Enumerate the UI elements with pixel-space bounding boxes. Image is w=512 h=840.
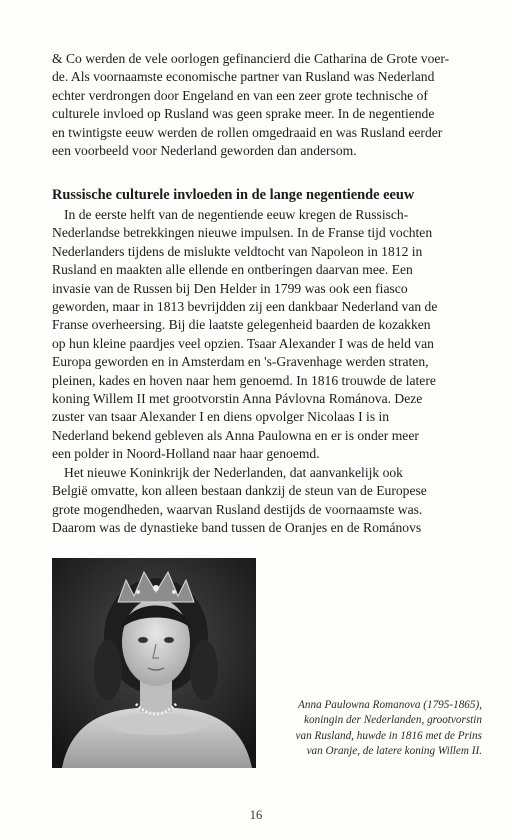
intro-paragraph [52, 50, 468, 160]
text-line: op hun kleine paardjes veel opzien. Tsaar Alexander I was de held van [52, 335, 434, 351]
text-line: koning Willem II met grootvorstin Anna Pávlovna Románova. Deze [52, 391, 423, 407]
text-line: grote mogendheden, waarvan Rusland destijds de voornaamste was. [52, 501, 423, 517]
portrait-image [52, 558, 256, 768]
portrait-caption [270, 698, 482, 760]
text-line: de. Als voornaamste economische partner van Rusland was Nederland [52, 69, 435, 85]
page-number: 16 [249, 808, 263, 822]
text-line: pleinen, kades en hoven naar hem genoemd. In 1816 trouwde de latere [52, 372, 436, 388]
text-line: invasie van de Russen bij Den Helder in 1799 was ook een fiasco [52, 280, 408, 296]
section-body [52, 206, 468, 537]
text-line: en twintigste eeuw werden de rollen omgedraaid en was Rusland eerder [52, 124, 443, 140]
text-line: & Co werden de vele oorlogen gefinancierd die Catharina de Grote voer- [52, 51, 450, 66]
text-line: een voorbeeld voor Nederland geworden dan andersom. [52, 143, 357, 159]
text-line: een polder in Noord-Holland naar haar genoemd. [52, 446, 320, 462]
text-line: geworden, maar in 1813 bevrijdden zij een dankbaar Nederland van de [52, 299, 438, 315]
text-line: Het nieuwe Koninkrijk der Nederlanden, dat aanvankelijk ook [64, 464, 403, 480]
portrait-drawing [52, 558, 256, 768]
caption-line: Anna Paulowna Romanova (1795-1865), [298, 699, 482, 711]
text-line: Nederlandse betrekkingen nieuwe impulsen. In de Franse tijd vochten [52, 225, 433, 241]
text-line: culturele invloed op Rusland was geen sprake meer. In de negentiende [52, 106, 435, 122]
text-line: In de eerste helft van de negentiende eeuw kregen de Russisch- [64, 207, 409, 222]
caption-line: van Oranje, de latere koning Willem II. [306, 745, 482, 758]
text-line: Rusland en maakten alle ellende en ontberingen daarvan mee. Een [52, 262, 413, 278]
section-heading: Russische culturele invloeden in de lange negentiende eeuw [52, 187, 415, 203]
caption-line: koningin der Nederlanden, grootvorstin [304, 714, 482, 727]
text-line: Nederlanders tijdens de mislukte veldtocht van Napoleon in 1812 in [52, 243, 423, 259]
text-line: Nederland bekend gebleven als Anna Paulowna en er is onder meer [52, 427, 419, 443]
text-line: Europa geworden en in Amsterdam en 's-Gravenhage werden straten, [52, 354, 429, 370]
text-line: Franse overheersing. Bij die laatste gelegenheid baarden de kozakken [52, 317, 431, 333]
text-line: Daarom was de dynastieke band tussen de Oranjes en de Románovs [52, 519, 422, 535]
caption-line: van Rusland, huwde in 1816 met de Prins [295, 729, 482, 742]
text-line: zuster van tsaar Alexander I en diens opvolger Nicolaas I is in [52, 409, 390, 425]
text-line: echter verdrongen door Engeland en van een zeer grote technische of [52, 87, 428, 103]
text-line: België omvatte, kon alleen bestaan dankzij de steun van de Europese [52, 483, 427, 499]
